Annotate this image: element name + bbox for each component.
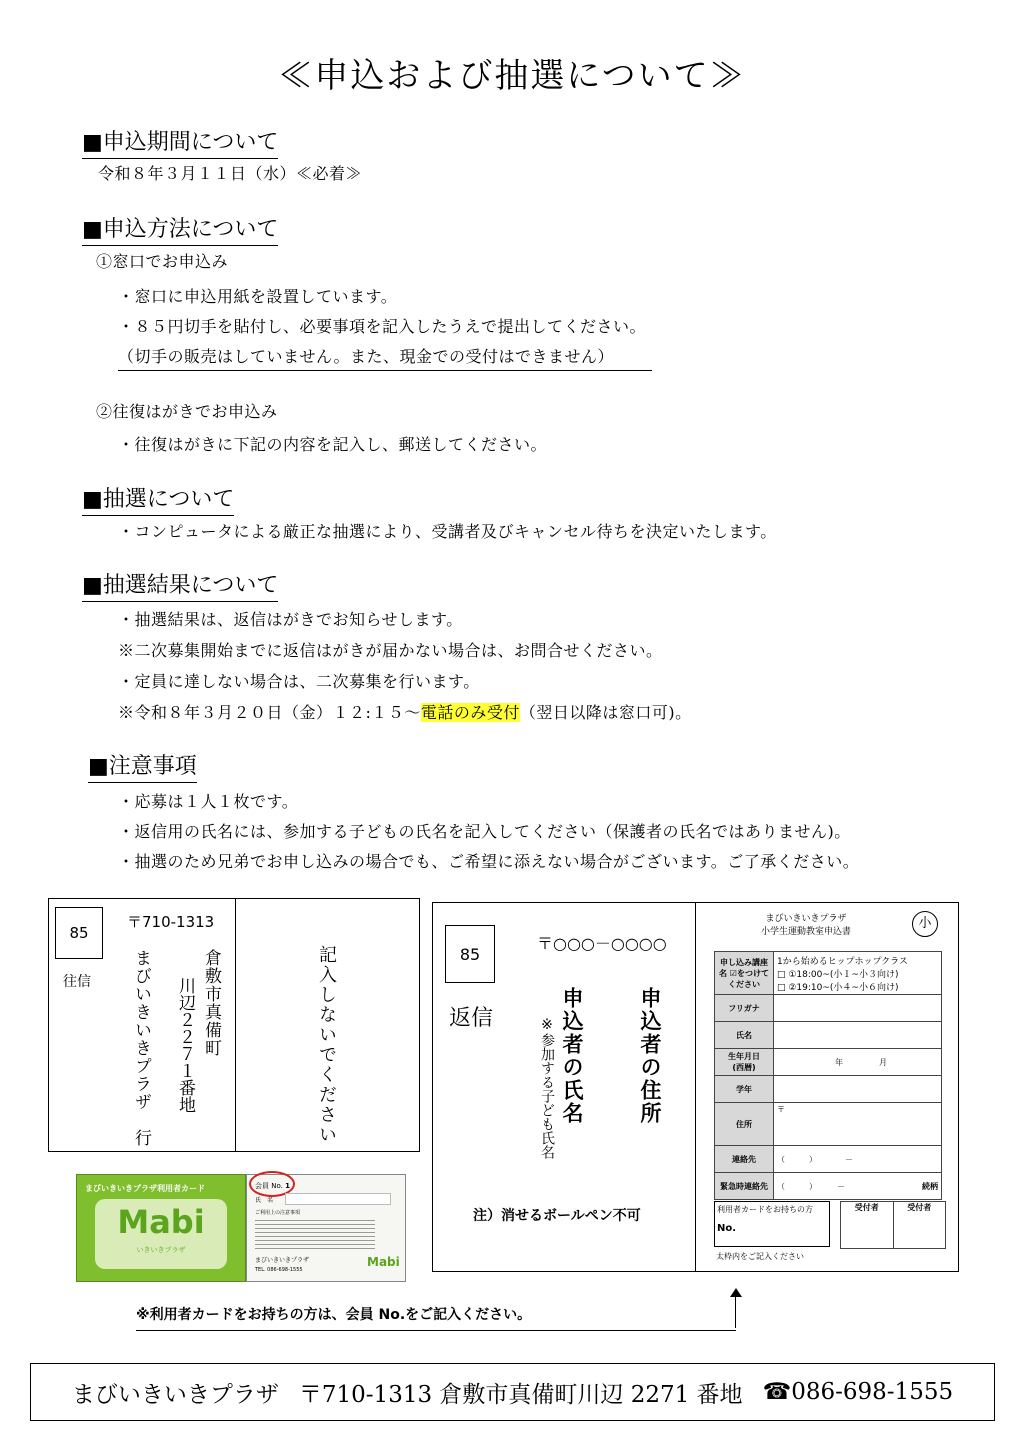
card-logo-area	[95, 1199, 227, 1269]
name-label: 氏名	[715, 1022, 774, 1049]
member-no-value: 1	[285, 1182, 290, 1190]
applicant-name: 申込者の氏名	[560, 987, 584, 1125]
page-title: ≪申込および抽選について≫	[278, 56, 746, 96]
card-tel: TEL. 086-698-1555	[255, 1267, 303, 1273]
birth-label	[715, 1049, 774, 1076]
user-card-front	[76, 1174, 246, 1282]
phone-only-highlight: 電話のみ受付	[420, 703, 520, 722]
card-number-box	[714, 1201, 830, 1247]
arrow-line	[735, 1294, 736, 1328]
footer-address: 〒710-1313 倉敷市真備町川辺 2271 番地	[298, 1381, 743, 1408]
card-name-field	[285, 1193, 391, 1205]
result-line-4-suffix: （翌日以降は窓口可)。	[519, 703, 692, 722]
lottery-text: ・コンピュータによる厳正な抽選により、受講者及びキャンセル待ちを決定いたします。	[118, 522, 777, 541]
section-heading-notes: ■注意事項	[88, 749, 197, 783]
reply-label: 返信	[449, 1006, 494, 1031]
method-postcard-title: ②往復はがきでお申込み	[96, 402, 278, 421]
course-label: 申し込み講座名 ☑をつけてください	[715, 952, 774, 995]
notes-line-2: ・返信用の氏名には、参加する子どもの氏名を記入してください（保護者の氏名ではありません)。	[118, 822, 851, 841]
footer-box	[30, 1363, 995, 1421]
furigana-label: フリガナ	[715, 995, 774, 1022]
reply-stamp-box: 85	[445, 925, 495, 983]
arrow-up-icon	[730, 1288, 742, 1297]
card-header: まびいきいきプラザ利用者カード	[85, 1184, 205, 1193]
footer-org: まびいきいきプラザ	[71, 1381, 279, 1408]
card-number-label: 利用者カードをお持ちの方	[717, 1205, 813, 1214]
section-heading-result: ■抽選結果について	[82, 568, 278, 602]
result-line-4	[118, 700, 692, 723]
method-window-note: （切手の販売はしていません。また、現金での受付はできません）	[118, 344, 652, 371]
outgoing-addr2: 川辺２２７１番地	[175, 977, 195, 1113]
form-badge: 小	[912, 911, 938, 937]
card-name-label: 氏 名	[255, 1197, 274, 1204]
reply-postal: 〒○○○－○○○○	[537, 934, 667, 953]
period-text: 令和８年３月１１日（水）≪必着≫	[98, 164, 363, 183]
card-notes-title: ご利用上の注意事項	[255, 1210, 301, 1216]
birth-year-unit: 年	[835, 1057, 843, 1067]
receiver-cell-1: 受付者	[841, 1202, 894, 1248]
contact-field: （ ） －	[774, 1146, 942, 1173]
section-heading-period: ■申込期間について	[82, 125, 278, 159]
form-org: まびいきいきプラザ	[765, 914, 847, 924]
emergency-fill: （ ） －	[777, 1181, 845, 1191]
do-not-write-note: 記入しないでください	[316, 945, 337, 1145]
card-back-logo: Mabi	[367, 1255, 400, 1269]
postcard-outgoing	[48, 898, 420, 1152]
notes-line-1: ・応募は１人１枚です。	[118, 792, 299, 811]
result-line-4-prefix: ※令和８年３月２０日（金）１２:１５～	[118, 703, 421, 722]
section-heading-lottery: ■抽選について	[82, 482, 234, 516]
course-cell	[774, 952, 942, 995]
course-option-1: □ ①18:00~(小１~小３向け)	[777, 969, 899, 980]
birth-month-unit: 月	[879, 1057, 887, 1067]
form-table	[714, 951, 942, 1200]
contact-label: 連絡先	[715, 1146, 774, 1173]
receiver-cell-2: 受付者	[907, 1203, 932, 1212]
method-window-line-1: ・窓口に申込用紙を設置しています。	[118, 287, 398, 306]
section-heading-method: ■申込方法について	[82, 212, 278, 246]
card-note: ※利用者カードをお持ちの方は、会員 No.をご記入ください。	[136, 1304, 736, 1331]
outgoing-postal: 〒710-1313	[127, 913, 215, 931]
grade-label: 学年	[715, 1076, 774, 1103]
emergency-field	[774, 1173, 942, 1200]
member-no-label: 会員 No.	[255, 1182, 283, 1190]
address-field: 〒	[774, 1103, 942, 1146]
form-title: 小学生運動教室申込書	[760, 927, 851, 937]
card-notes-lines	[255, 1217, 375, 1251]
grade-field	[774, 1076, 942, 1103]
reply-footer: 注）消せるボールペン不可	[473, 1208, 641, 1224]
address-label: 住所	[715, 1103, 774, 1146]
name-field	[774, 1022, 942, 1049]
applicant-name-note: ※参加する子ども氏名	[539, 1017, 555, 1159]
result-line-2: ※二次募集開始までに返信はがきが届かない場合は、お問合せください。	[118, 641, 663, 660]
postcard-reply	[432, 902, 696, 1272]
outgoing-addr1: 倉敷市真備町	[201, 949, 221, 1057]
outgoing-recipient: まびいきいきプラザ 行	[131, 949, 151, 1147]
postcard-divider	[235, 899, 236, 1151]
furigana-field	[774, 995, 942, 1022]
method-postcard-line: ・往復はがきに下記の内容を記入し、郵送してください。	[118, 435, 548, 454]
card-number-prefix: No.	[717, 1223, 737, 1234]
stamp-box: 85	[55, 907, 103, 959]
birth-label-sub: (西暦)	[732, 1063, 756, 1072]
birth-label-text: 生年月日	[728, 1052, 760, 1061]
emergency-label: 緊急時連絡先	[715, 1173, 774, 1200]
applicant-address: 申込者の住所	[638, 987, 662, 1125]
card-logo-sub: いきいきプラザ	[136, 1246, 186, 1254]
course-name: 1から始めるヒップホップクラス	[777, 956, 908, 967]
application-form	[695, 902, 959, 1272]
result-line-1: ・抽選結果は、返信はがきでお知らせします。	[118, 610, 463, 629]
form-footnote: 太枠内をご記入ください	[716, 1252, 804, 1261]
course-option-2: □ ②19:10~(小４~小６向け)	[777, 982, 899, 993]
user-card-back	[246, 1174, 406, 1282]
receiver-box	[840, 1201, 946, 1249]
card-plaza: まびいきいきプラザ	[255, 1257, 310, 1264]
result-line-3: ・定員に達しない場合は、二次募集を行います。	[118, 672, 480, 691]
outgoing-label: 往信	[63, 974, 91, 990]
relation-label: 続柄	[922, 1181, 938, 1191]
method-window-title: ①窓口でお申込み	[96, 252, 229, 271]
method-window-line-2: ・８５円切手を貼付し、必要事項を記入したうえで提出してください。	[118, 317, 647, 336]
notes-line-3: ・抽選のため兄弟でお申し込みの場合でも、ご希望に添えない場合がございます。ご了承ください。	[118, 852, 860, 871]
card-logo: Mabi	[117, 1203, 205, 1241]
footer-phone: ☎086-698-1555	[762, 1379, 954, 1405]
birth-field	[774, 1049, 942, 1076]
